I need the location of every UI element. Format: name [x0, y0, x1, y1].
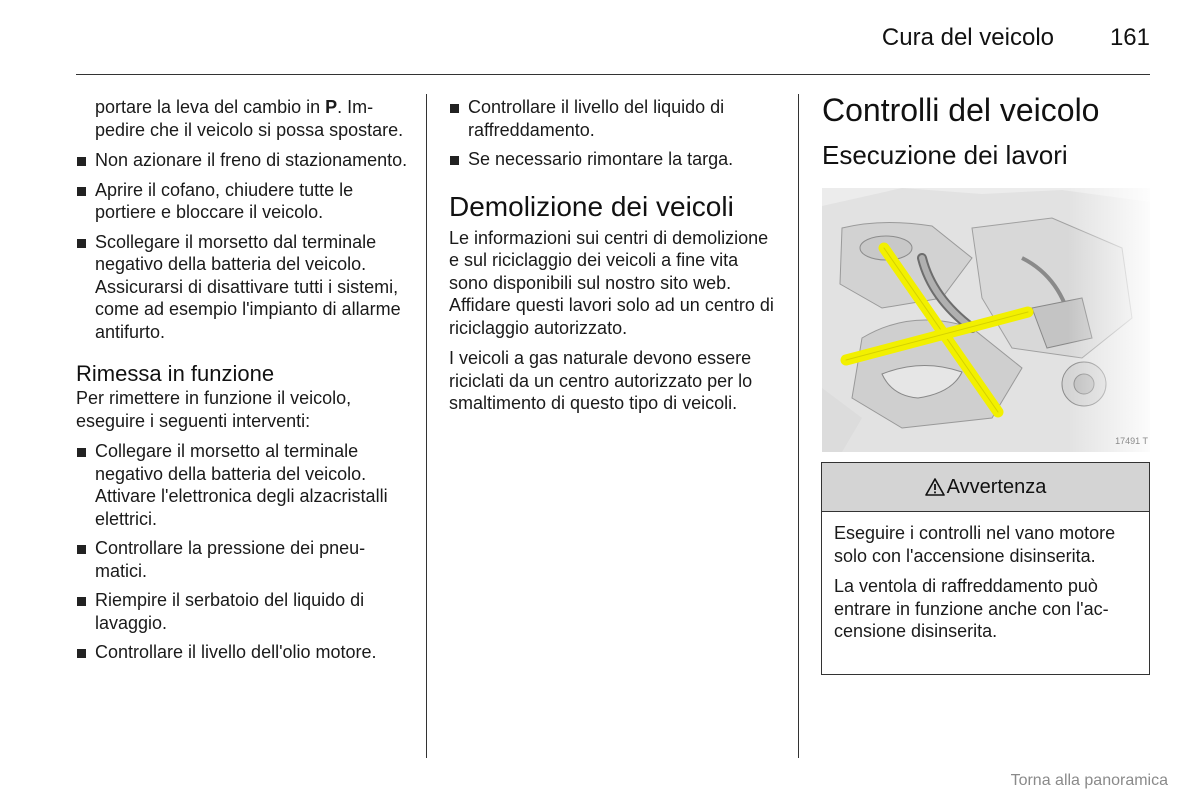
column-middle: [449, 96, 781, 423]
list-item: Scollegare il morsetto dal terminale negativo della batteria del veicolo. Assicurarsi di disattivare tutti i sistemi, come ad esempio l'impianto di allarme antifurto.: [76, 231, 410, 344]
bullet-square-icon: [77, 649, 86, 658]
list-item: Controllare il livello dell'olio motore.: [76, 641, 410, 664]
list-item: Controllare la pressione dei pneumatici.: [76, 537, 410, 582]
warning-title: Avvertenza: [946, 475, 1047, 498]
gear-p-label: P: [325, 97, 338, 117]
bullet-square-icon: [450, 104, 459, 113]
bullet-square-icon: [77, 448, 86, 457]
bullet-square-icon: [77, 239, 86, 248]
bullet-square-icon: [77, 187, 86, 196]
page-number: 161: [1109, 24, 1150, 51]
figure-code: 17491 T: [1115, 436, 1148, 446]
list-item: Controllare il livello del liquido di raffreddamento.: [449, 96, 781, 141]
paragraph: I veicoli a gas naturale devono essere riciclati da un centro autorizzato per lo smaltimento di questo tipo di veicoli.: [449, 348, 753, 413]
subsection-heading: Esecuzione dei lavori: [822, 140, 1068, 170]
list-item: Aprire il cofano, chiudere tutte le portiere e bloccare il veicolo.: [76, 179, 410, 224]
column-divider-left: [426, 94, 427, 758]
list-item: Riempire il serbatoio del liquido di lavaggio.: [76, 589, 410, 634]
back-to-overview-link[interactable]: Torna alla panoramica: [1010, 772, 1168, 789]
bullet-square-icon: [77, 545, 86, 554]
list-item: Se necessario rimontare la targa.: [449, 148, 781, 171]
section-heading-rimessa: Rimessa in funzione: [76, 361, 275, 386]
warning-body: [822, 512, 1149, 643]
column-left: [76, 96, 410, 671]
warning-header: [822, 463, 1149, 512]
chapter-heading: Controlli del veicolo: [822, 92, 1100, 128]
list-item: Collegare il morsetto al terminale negativo della batteria del veicolo. Attivare l'elettronica degli alzacristalli elettrici.: [76, 440, 410, 530]
column-divider-right: [798, 94, 799, 758]
bullet-square-icon: [77, 157, 86, 166]
intro-continuation: portare la leva del cambio in P. Impedire che il veicolo si possa spostare.: [95, 97, 404, 140]
header-divider: [76, 74, 1150, 75]
warning-box: [821, 462, 1150, 675]
bullet-square-icon: [77, 597, 86, 606]
page-header-title: Cura del veicolo: [881, 24, 1054, 51]
warning-triangle-icon: [925, 478, 945, 496]
paragraph: Le informazioni sui centri di demolizione e sul riciclaggio dei veicoli a fine vita sono disponibili sul nostro sito web. Affidare questi lavori solo ad un centro di riciclaggio autorizzato.: [449, 227, 774, 338]
list-item: Non azionare il freno di stazionamento.: [76, 149, 410, 172]
warning-paragraph: Eseguire i controlli nel vano motore solo con l'accensione disinserita.: [834, 523, 1116, 566]
section-intro: Per rimettere in funzione il veicolo, eseguire i seguenti interventi:: [76, 388, 352, 431]
engine-bay-illustration: [822, 188, 1150, 452]
section-heading-demolizione: Demolizione dei veicoli: [449, 190, 734, 222]
column-right: [822, 92, 1152, 170]
warning-paragraph: La ventola di raffreddamento può entrare in funzione anche con l'accensione disinserita.: [834, 576, 1109, 641]
bullet-square-icon: [450, 156, 459, 165]
